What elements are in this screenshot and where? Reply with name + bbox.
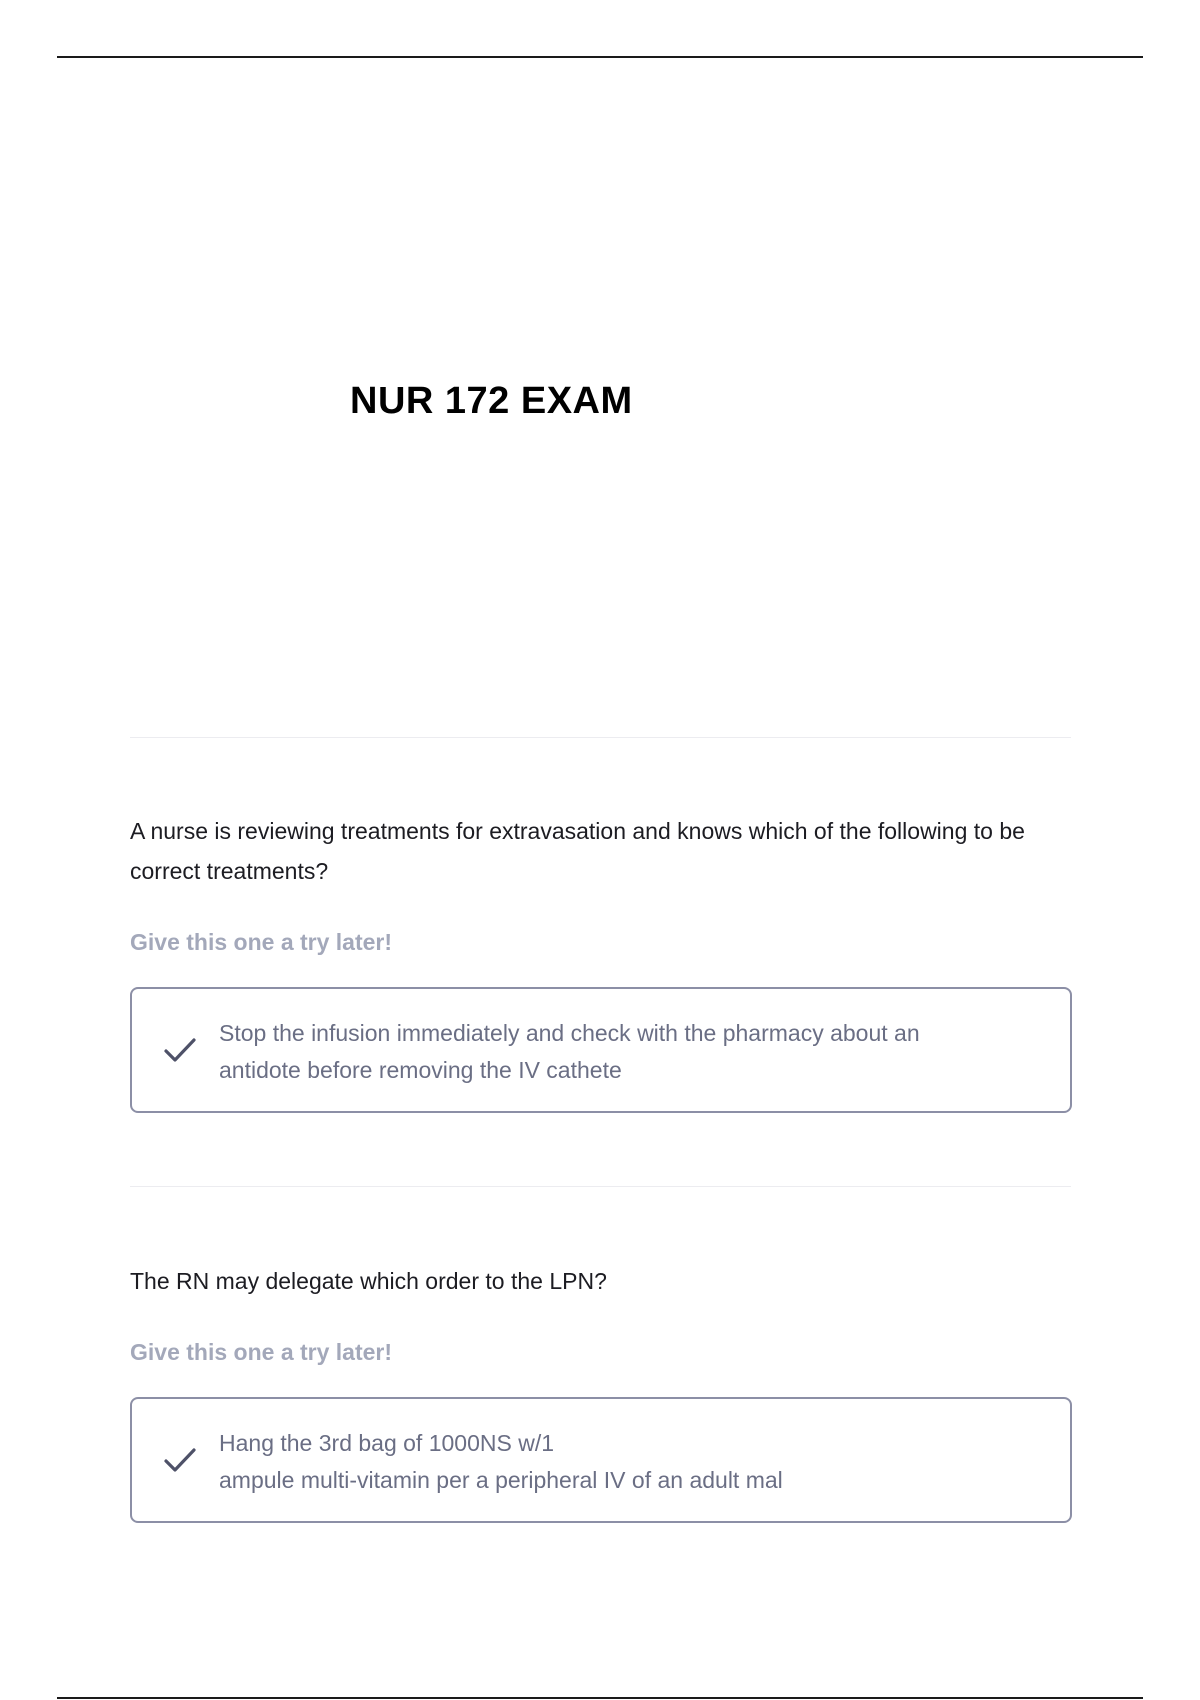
section-divider (130, 1186, 1071, 1187)
answer-card[interactable] (130, 987, 1072, 1113)
section-divider (130, 737, 1071, 738)
answer-line: Stop the infusion immediately and check with the pharmacy about an (219, 1020, 920, 1046)
page-top-rule (57, 56, 1143, 58)
try-later-hint: Give this one a try later! (130, 929, 393, 955)
check-icon (162, 1034, 198, 1066)
check-icon (162, 1444, 198, 1476)
answer-line: antidote before removing the IV cathete (219, 1057, 622, 1083)
page-bottom-rule (57, 1697, 1143, 1699)
answer-text (219, 1425, 1039, 1499)
document-title: NUR 172 EXAM (350, 380, 633, 422)
answer-line: Hang the 3rd bag of 1000NS w/1 (219, 1430, 555, 1456)
answer-line: ampule multi-vitamin per a peripheral IV of an adult mal (219, 1467, 783, 1493)
try-later-hint: Give this one a try later! (130, 1339, 393, 1365)
answer-card[interactable] (130, 1397, 1072, 1523)
question-text: The RN may delegate which order to the LPN? (130, 1268, 607, 1294)
answer-text (219, 1015, 1039, 1089)
question-text: A nurse is reviewing treatments for extravasation and knows which of the following to be correct treatments? (130, 818, 1025, 884)
